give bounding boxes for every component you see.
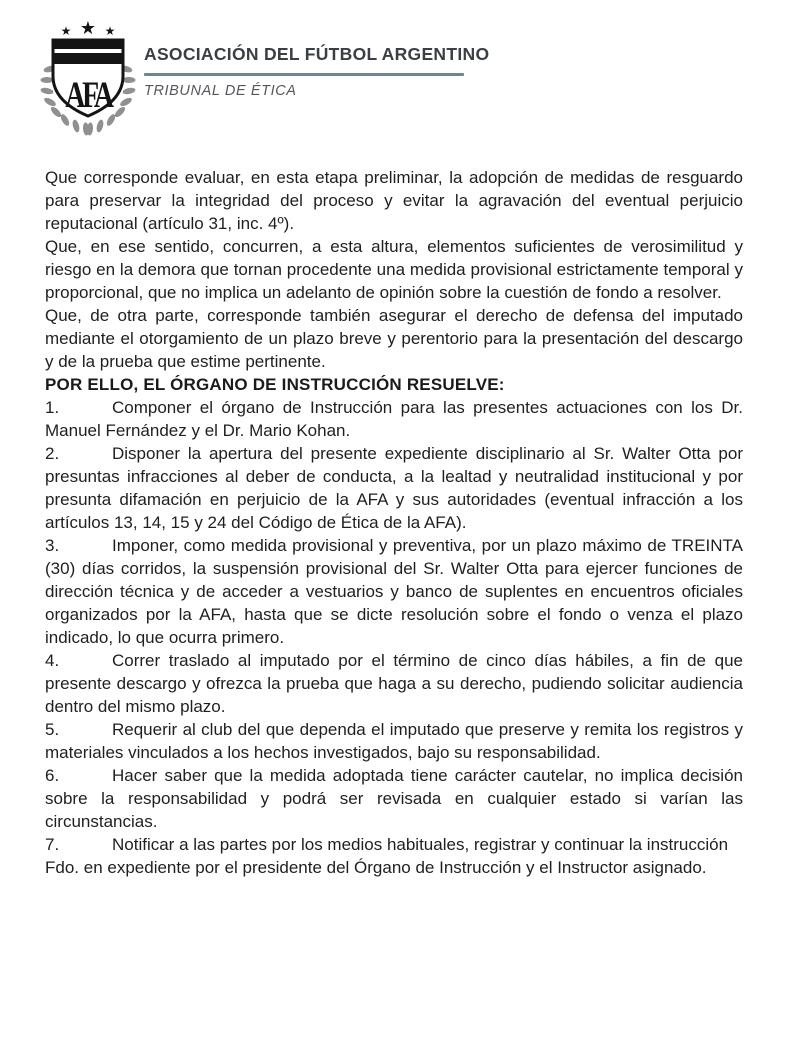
item-number: 7. [45, 835, 60, 854]
item-text: Correr traslado al imputado por el término de cinco días hábiles, a fin de que presente descargo y ofrezca la prueba que haga a su derecho, pudiendo solicitar audiencia dentro del mismo plazo. [45, 651, 743, 716]
resolution-item [45, 718, 743, 764]
star-icon: ★ [104, 24, 116, 38]
header-text-block [144, 14, 489, 99]
header-divider [144, 73, 464, 76]
item-text: Imponer, como medida provisional y preventiva, por un plazo máximo de TREINTA (30) días corridos, la suspensión provisional del Sr. Walter Otta para ejercer funciones de dirección técnica y de acceder a vestuarios y banco de suplentes en encuentros oficiales organizados por la AFA, hasta que se dicte resolución sobre el fondo o venza el plazo indicado, lo que ocurra primero. [45, 536, 743, 647]
item-text: Hacer saber que la medida adoptada tiene carácter cautelar, no implica decisión sobre la responsabilidad y podrá ser revisada en cualquier estado si varían las circunstancias. [45, 766, 743, 831]
paragraph-considerando: Que, de otra parte, corresponde también asegurar el derecho de defensa del imputado mediante el otorgamiento de un plazo breve y perentorio para la presentación del descargo y de la prueba que estime pertinente. [45, 306, 743, 371]
resolution-item [45, 764, 743, 833]
signature-note: Fdo. en expediente por el presidente del Órgano de Instrucción y el Instructor asignado. [45, 858, 707, 877]
org-name-title: ASOCIACIÓN DEL FÚTBOL ARGENTINO [144, 44, 490, 64]
item-number: 6. [45, 766, 60, 785]
crest-monogram: AFA [65, 75, 111, 116]
doc-body [45, 166, 743, 879]
resolution-item [45, 534, 743, 649]
paragraph-considerando: Que corresponde evaluar, en esta etapa preliminar, la adopción de medidas de resguardo para preservar la integridad del proceso y evitar la agravación del eventual perjuicio reputacional (artículo 31, inc. 4º). [45, 168, 743, 233]
item-number: 3. [45, 536, 60, 555]
item-number: 2. [45, 444, 60, 463]
resolve-heading: POR ELLO, EL ÓRGANO DE INSTRUCCIÓN RESUELVE: [45, 375, 505, 394]
afa-crest-icon [38, 14, 138, 139]
department-subtitle: TRIBUNAL DE ÉTICA [144, 83, 297, 99]
resolution-item [45, 833, 743, 856]
resolution-item [45, 442, 743, 534]
item-number: 4. [45, 651, 60, 670]
resolution-item [45, 649, 743, 718]
star-icon: ★ [60, 24, 72, 38]
afa-crest-logo [38, 14, 138, 139]
item-text: Componer el órgano de Instrucción para las presentes actuaciones con los Dr. Manuel Fernández y el Dr. Mario Kohan. [45, 398, 743, 440]
resolution-item [45, 396, 743, 442]
item-number: 1. [45, 398, 60, 417]
crest-shield [53, 40, 123, 116]
star-icon: ★ [79, 18, 97, 39]
paragraph-considerando: Que, en ese sentido, concurren, a esta altura, elementos suficientes de verosimilitud y riesgo en la demora que tornan procedente una medida provisional estrictamente temporal y proporcional, que no implica un adelanto de opinión sobre la cuestión de fondo a resolver. [45, 237, 743, 302]
item-text: Requerir al club del que dependa el imputado que preserve y remita los registros y materiales vinculados a los hechos investigados, bajo su responsabilidad. [45, 720, 743, 762]
doc-header [38, 14, 750, 139]
item-text: Disponer la apertura del presente expediente disciplinario al Sr. Walter Otta por presuntas infracciones al deber de conducta, a la lealtad y neutralidad institucional y por presunta difamación en perjuicio de la AFA y sus autoridades (eventual infracción a los artículos 13, 14, 15 y 24 del Código de Ética de la AFA). [45, 444, 743, 532]
item-number: 5. [45, 720, 60, 739]
item-text: Notificar a las partes por los medios habituales, registrar y continuar la instrucción [112, 835, 729, 854]
